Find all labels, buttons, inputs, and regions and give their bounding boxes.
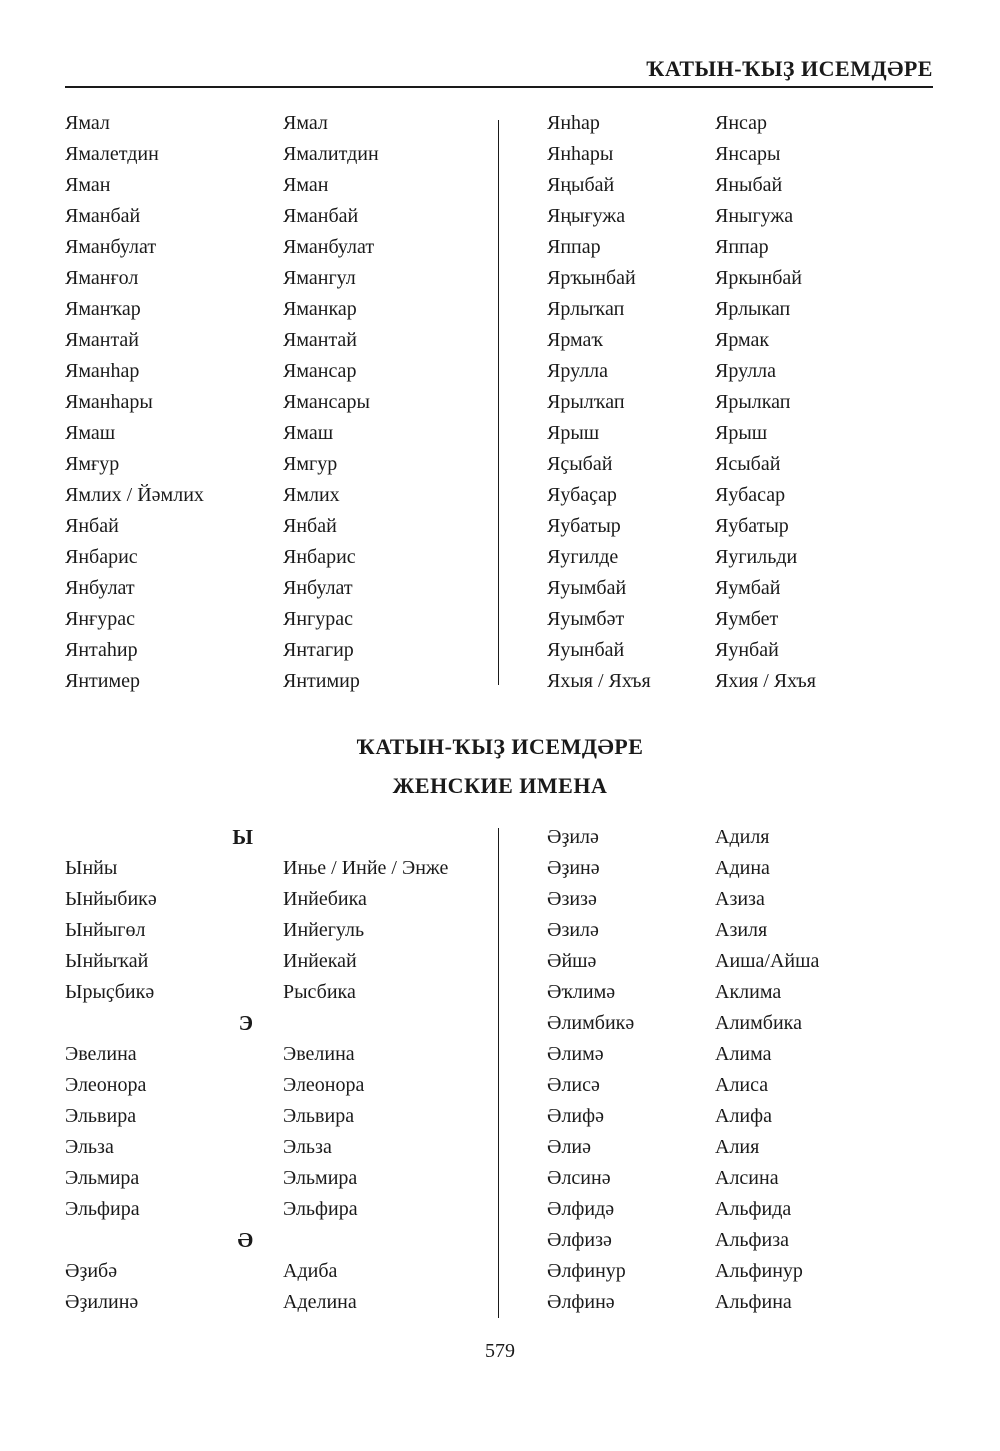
section-title-bashkir: ҠАТЫН-ҠЫҘ ИСЕМДӘРЕ [356,734,644,759]
name-entry: Ярҡынбай [547,267,636,289]
name-entry: Ямаш [65,422,116,444]
name-entry: Яңығужа [547,205,626,227]
name-entry: Әлимә [547,1043,604,1065]
name-entry: Янғурас [65,608,135,630]
name-entry: Ямалетдин [65,143,159,165]
name-pair [65,946,495,977]
name-entry: Янбарис [65,546,138,568]
name-pair [65,1070,495,1101]
name-entry-russian: Эльвира [283,1105,355,1127]
name-entry: Ямлих / Йәмлих [65,484,204,506]
name-entry: Альфиза [715,1229,789,1251]
name-entry: Ярмак [715,329,770,351]
name-entry: Ямансары [283,391,370,413]
letter-heading [65,1225,495,1256]
name-entry-russian: Инйебика [283,888,367,910]
name-entry: Адиля [715,826,770,848]
name-entry: Ямантай [283,329,358,351]
name-entry: Ямғур [65,453,120,475]
name-entry: Альфинур [715,1260,803,1282]
name-entry: Ярлыҡап [547,298,625,320]
name-entry: Алима [715,1043,772,1065]
name-entry: Әлфинур [547,1260,626,1282]
header-rule [65,86,933,88]
name-entry-bashkir: Ынйыгөл [65,919,146,941]
name-entry-russian: Инье / Инйе / Энже [283,857,449,879]
name-entry: Яуымбай [547,577,627,599]
name-entry: Янһар [547,112,600,134]
name-entry: Ярыш [547,422,600,444]
name-entry: Яманбай [283,205,359,227]
name-entry-bashkir: Әҙилинә [65,1291,139,1313]
name-entry-russian: Аделина [283,1291,357,1313]
name-entry: Адина [715,857,770,879]
name-entry: Ярмаҡ [547,329,603,351]
name-entry: Әҙилә [547,826,599,848]
name-entry: Ямал [283,112,328,134]
name-entry: Яппар [715,236,769,258]
name-pair [65,1132,495,1163]
name-pair [65,1163,495,1194]
name-entry: Ярулла [547,360,609,382]
column-russian-right [715,822,819,1318]
running-head: ҠАТЫН-ҠЫҘ ИСЕМДӘРЕ [646,56,933,81]
name-entry: Алиса [715,1074,769,1096]
name-entry: Яуымбәт [547,608,625,630]
name-entry: Яманғол [65,267,139,289]
name-entry-russian: Эльфира [283,1198,358,1220]
name-entry: Азиля [715,919,768,941]
name-entry-bashkir: Ынйыбикә [65,888,157,910]
column-bashkir-right [547,822,634,1318]
name-entry: Янбулат [283,577,353,599]
name-entry: Янбай [65,515,119,537]
name-entry: Яугильди [715,546,798,568]
name-entry-russian: Эльмира [283,1167,358,1189]
name-pair [65,1101,495,1132]
name-entry: Ямантай [65,329,140,351]
name-entry: Азиза [715,888,765,910]
name-entry: Ярыш [715,422,768,444]
name-entry: Яманһар [65,360,140,382]
name-entry-bashkir: Элеонора [65,1074,147,1096]
name-entry: Әлфидә [547,1198,615,1220]
name-entry-bashkir: Эльза [65,1136,114,1158]
name-entry: Алифа [715,1105,772,1127]
name-entry: Янсар [715,112,768,134]
name-entry: Яныбай [715,174,783,196]
name-entry: Ярлыкап [715,298,791,320]
name-entry: Әҡлимә [547,981,616,1003]
name-entry: Яңыбай [547,174,615,196]
name-entry: Ямансар [283,360,357,382]
name-entry: Әлфинә [547,1291,615,1313]
name-entry: Аклима [715,981,782,1003]
name-entry: Яҫыбай [547,453,613,475]
column-russian-right [715,108,816,697]
name-entry: Әзилә [547,919,599,941]
name-entry: Яманһары [65,391,153,413]
name-entry: Яныгужа [715,205,794,227]
name-entry: Аиша/Айша [715,950,820,972]
name-entry: Әзизә [547,888,597,910]
name-entry-bashkir: Эльмира [65,1167,140,1189]
name-entry: Яубатыр [715,515,789,537]
name-pair [65,1287,495,1318]
section-title-russian: ЖЕНСКИЕ ИМЕНА [392,773,608,798]
name-entry: Ямалитдин [283,143,379,165]
name-entry-bashkir: Эльфира [65,1198,140,1220]
name-entry: Яманбулат [65,236,157,258]
name-entry: Яманбулат [283,236,375,258]
name-entry-bashkir: Әҙибә [65,1260,118,1282]
name-entry: Альфида [715,1198,792,1220]
name-entry: Яркынбай [715,267,802,289]
name-entry: Алия [715,1136,760,1158]
name-entry: Янбарис [283,546,356,568]
name-entry: Әлисә [547,1074,600,1096]
letter-heading-text: Э [238,1011,253,1035]
name-entry: Янтаһир [65,639,138,661]
name-entry: Әйшә [547,950,597,972]
name-entry: Ярылҡап [547,391,625,413]
page-number: 579 [485,1340,515,1362]
letter-heading-text: Ы [232,825,253,849]
name-entry: Ярулла [715,360,777,382]
column-russian-left [283,108,379,697]
name-pair [65,884,495,915]
name-entry: Янтагир [283,639,354,661]
name-entry: Ямангул [283,267,356,289]
name-entry: Яманбай [65,205,141,227]
name-pair [65,1256,495,1287]
left-column-group [65,822,495,1318]
name-entry: Янтимер [65,670,141,692]
name-entry: Яхыя / Яхъя [547,670,651,692]
name-entry-russian: Инйегуль [283,919,365,941]
name-entry: Янсары [715,143,781,165]
name-entry-russian: Инйекай [283,950,357,972]
name-entry: Яунбай [715,639,779,661]
name-entry-bashkir: Ынйы [65,857,118,879]
name-entry: Янгурас [283,608,353,630]
name-entry: Ясыбай [715,453,781,475]
name-entry: Яубасар [715,484,786,506]
name-entry: Алсина [715,1167,779,1189]
name-entry: Әлиә [547,1136,592,1158]
name-entry-russian: Адиба [283,1260,338,1282]
column-bashkir-right [547,108,651,697]
name-pair [65,977,495,1008]
column-divider [498,828,499,1318]
name-entry: Әлфизә [547,1229,612,1251]
name-entry-russian: Эвелина [283,1043,355,1065]
name-entry: Янһары [547,143,614,165]
column-divider [498,120,499,685]
name-entry: Әлимбикә [547,1012,635,1034]
name-entry-bashkir: Ырыҫбикә [65,981,155,1003]
name-pair [65,1039,495,1070]
name-entry: Альфина [715,1291,792,1313]
name-pair [65,915,495,946]
name-entry: Яман [65,174,111,196]
name-entry: Янбулат [65,577,135,599]
name-pair [65,853,495,884]
name-entry-bashkir: Эльвира [65,1105,137,1127]
name-entry: Ямал [65,112,110,134]
name-entry: Янтимир [283,670,360,692]
name-entry: Яппар [547,236,601,258]
name-entry: Ямаш [283,422,334,444]
name-entry: Алимбика [715,1012,802,1034]
name-entry-bashkir: Эвелина [65,1043,137,1065]
name-entry: Яманкар [283,298,357,320]
name-entry: Яубаҫар [547,484,617,506]
letter-heading-text: Ә [237,1228,253,1252]
name-entry: Ярылкап [715,391,791,413]
name-entry-russian: Эльза [283,1136,332,1158]
name-entry: Яманҡар [65,298,141,320]
name-entry: Яман [283,174,329,196]
name-entry: Яугилде [547,546,619,568]
name-entry-russian: Элеонора [283,1074,365,1096]
name-entry: Яубатыр [547,515,621,537]
name-entry: Әлифә [547,1105,604,1127]
letter-heading [65,822,495,853]
name-entry: Янбай [283,515,337,537]
name-entry: Әлсинә [547,1167,611,1189]
letter-heading [65,1008,495,1039]
name-entry: Яуынбай [547,639,625,661]
name-entry: Яхия / Яхъя [715,670,816,692]
name-pair [65,1194,495,1225]
name-entry-bashkir: Ынйыҡай [65,950,149,972]
column-bashkir-left [65,108,204,697]
name-entry: Яумбай [715,577,781,599]
name-entry: Ямлих [283,484,340,506]
name-entry: Әҙинә [547,857,600,879]
name-entry-russian: Рысбика [283,981,356,1003]
name-entry: Ямгур [283,453,338,475]
name-entry: Яумбет [715,608,779,630]
